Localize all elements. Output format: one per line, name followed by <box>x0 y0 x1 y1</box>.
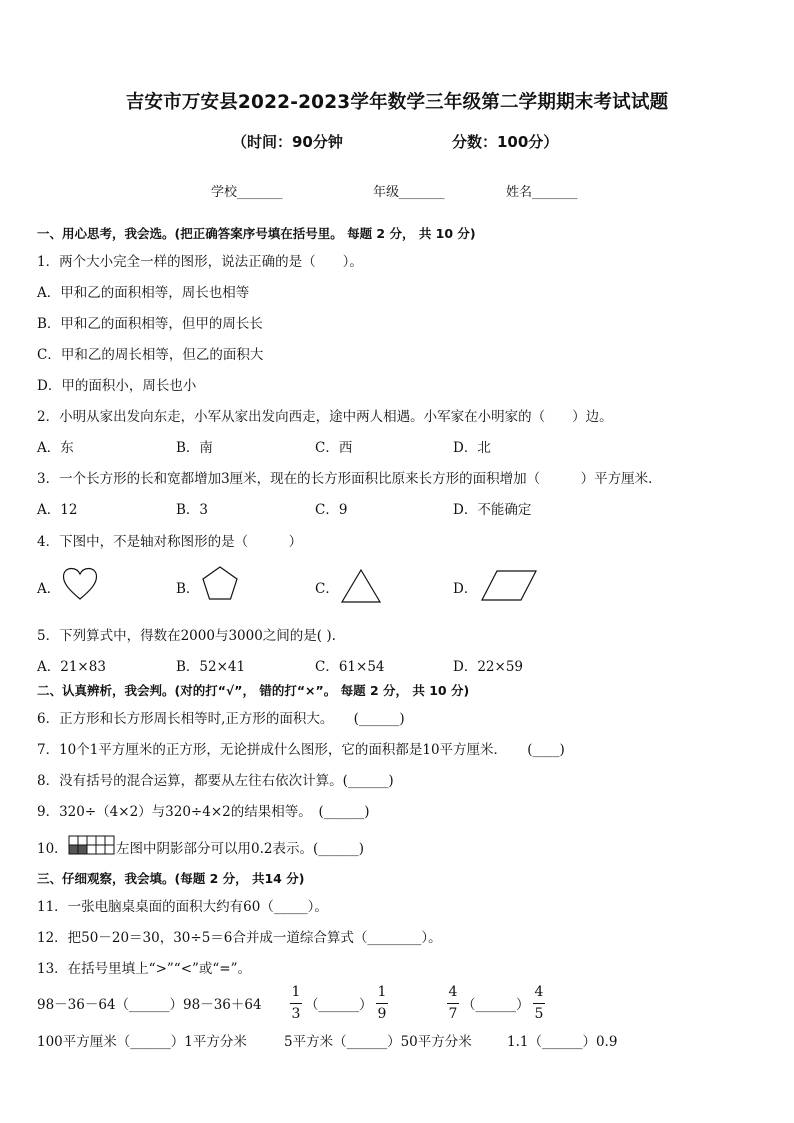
q10-number: 10． <box>37 841 68 857</box>
fraction-1-9 <box>376 984 388 1022</box>
q5-option-c: C．61×54 <box>315 659 385 675</box>
q2-option-c: C．西 <box>315 440 353 456</box>
grid-cell <box>78 836 87 845</box>
parallelogram-icon <box>479 569 539 603</box>
q4-option-c: C． <box>315 581 339 597</box>
q11-text: 11．一张电脑桌桌面的面积大约有60（_____）。 <box>37 899 328 915</box>
grid-cell-shaded <box>69 845 78 854</box>
grid-cell <box>69 836 78 845</box>
triangle-icon <box>340 568 382 604</box>
numerator: 1 <box>291 984 301 1000</box>
exam-score: 分数：100分） <box>452 133 559 151</box>
q3-option-d: D．不能确定 <box>453 502 532 518</box>
q12-text: 12．把50－20＝30，30÷5＝6合并成一道综合算式（________）。 <box>37 930 442 946</box>
page-title: 吉安市万安县2022-2023学年数学三年级第二学期期末考试试题 <box>125 92 669 113</box>
q1-option-c: C．甲和乙的周长相等，但乙的面积大 <box>37 347 264 363</box>
denominator: 3 <box>291 1006 301 1022</box>
q5-option-a: A．21×83 <box>37 659 106 675</box>
q13-blank-3: （______） <box>462 997 530 1013</box>
pentagon-icon <box>201 565 239 601</box>
numerator: 4 <box>534 984 544 1000</box>
q1-option-a: A．甲和乙的面积相等，周长也相等 <box>37 285 250 301</box>
grid-cell <box>87 836 96 845</box>
q8-text: 8．没有括号的混合运算，都要从左往右依次计算。(______) <box>37 773 394 789</box>
grid-cell <box>87 845 96 854</box>
q4-option-a: A． <box>37 581 61 597</box>
fraction-1-3 <box>290 984 302 1022</box>
q13-expr-6: 1.1（______）0.9 <box>507 1034 618 1050</box>
q13-expr-4: 100平方厘米（______）1平方分米 <box>37 1034 247 1050</box>
grid-cell <box>105 836 114 845</box>
numerator: 1 <box>377 984 387 1000</box>
q2-option-a: A．东 <box>37 440 74 456</box>
q3-option-a: A．12 <box>37 502 78 518</box>
q1-option-b: B．甲和乙的面积相等，但甲的周长长 <box>37 316 263 332</box>
school-field: 学校_______ <box>211 185 283 200</box>
name-field: 姓名_______ <box>506 185 578 200</box>
q13-blank-2: （______） <box>305 997 373 1013</box>
q4-option-b: B． <box>176 581 200 597</box>
q4-stem: 4．下图中，不是轴对称图形的是（ ） <box>37 534 303 550</box>
q13-expr-1: 98－36－64（______）98－36＋64 <box>37 997 262 1013</box>
exam-time: （时间：90分钟 <box>232 133 343 151</box>
q10-grid-figure <box>68 835 116 857</box>
q10-text: 左图中阴影部分可以用0.2表示。(______) <box>116 841 365 857</box>
numerator: 4 <box>448 984 458 1000</box>
q3-option-b: B．3 <box>176 502 209 518</box>
q4-option-d: D． <box>453 581 478 597</box>
q5-option-b: B．52×41 <box>176 659 246 675</box>
grid-cell <box>105 845 114 854</box>
q2-stem: 2．小明从家出发向东走，小军从家出发向西走，途中两人相遇。小军家在小明家的（ ）边。 <box>37 409 613 425</box>
q1-option-d: D．甲的面积小，周长也小 <box>37 378 197 394</box>
q1-stem: 1．两个大小完全一样的图形，说法正确的是（ ）。 <box>37 254 363 270</box>
heart-icon <box>62 567 98 601</box>
fraction-4-5 <box>533 984 545 1022</box>
grade-field: 年级_______ <box>373 185 445 200</box>
section-3-heading: 三、仔细观察，我会填。(每题 2 分， 共14 分) <box>37 871 305 886</box>
denominator: 5 <box>534 1006 544 1022</box>
section-1-heading: 一、用心思考，我会选。(把正确答案序号填在括号里。 每题 2 分， 共 10 分) <box>37 226 476 241</box>
q6-text: 6．正方形和长方形周长相等时,正方形的面积大。 (______) <box>37 711 405 727</box>
q13-stem: 13．在括号里填上“>”“<”或“=”。 <box>37 961 252 977</box>
fraction-4-7 <box>447 984 459 1022</box>
grid-cell <box>96 836 105 845</box>
q3-option-c: C．9 <box>315 502 348 518</box>
q7-text: 7．10个1平方厘米的正方形，无论拼成什么图形，它的面积都是10平方厘米． (____) <box>37 742 565 758</box>
denominator: 9 <box>377 1006 387 1022</box>
q3-stem: 3．一个长方形的长和宽都增加3厘米，现在的长方形面积比原来长方形的面积增加（ ）平方厘米． <box>37 471 662 487</box>
grid-cell-shaded <box>78 845 87 854</box>
q5-stem: 5．下列算式中，得数在2000与3000之间的是( ). <box>37 628 336 644</box>
grid-cell <box>96 845 105 854</box>
denominator: 7 <box>448 1006 458 1022</box>
q5-option-d: D．22×59 <box>453 659 523 675</box>
q13-expr-5: 5平方米（______）50平方分米 <box>284 1034 472 1050</box>
q2-option-b: B．南 <box>176 440 213 456</box>
q2-option-d: D．北 <box>453 440 491 456</box>
q9-text: 9．320÷（4×2）与320÷4×2的结果相等。 (______) <box>37 804 370 820</box>
section-2-heading: 二、认真辨析，我会判。(对的打“√”， 错的打“×”。 每题 2 分， 共 10 分) <box>37 683 470 698</box>
